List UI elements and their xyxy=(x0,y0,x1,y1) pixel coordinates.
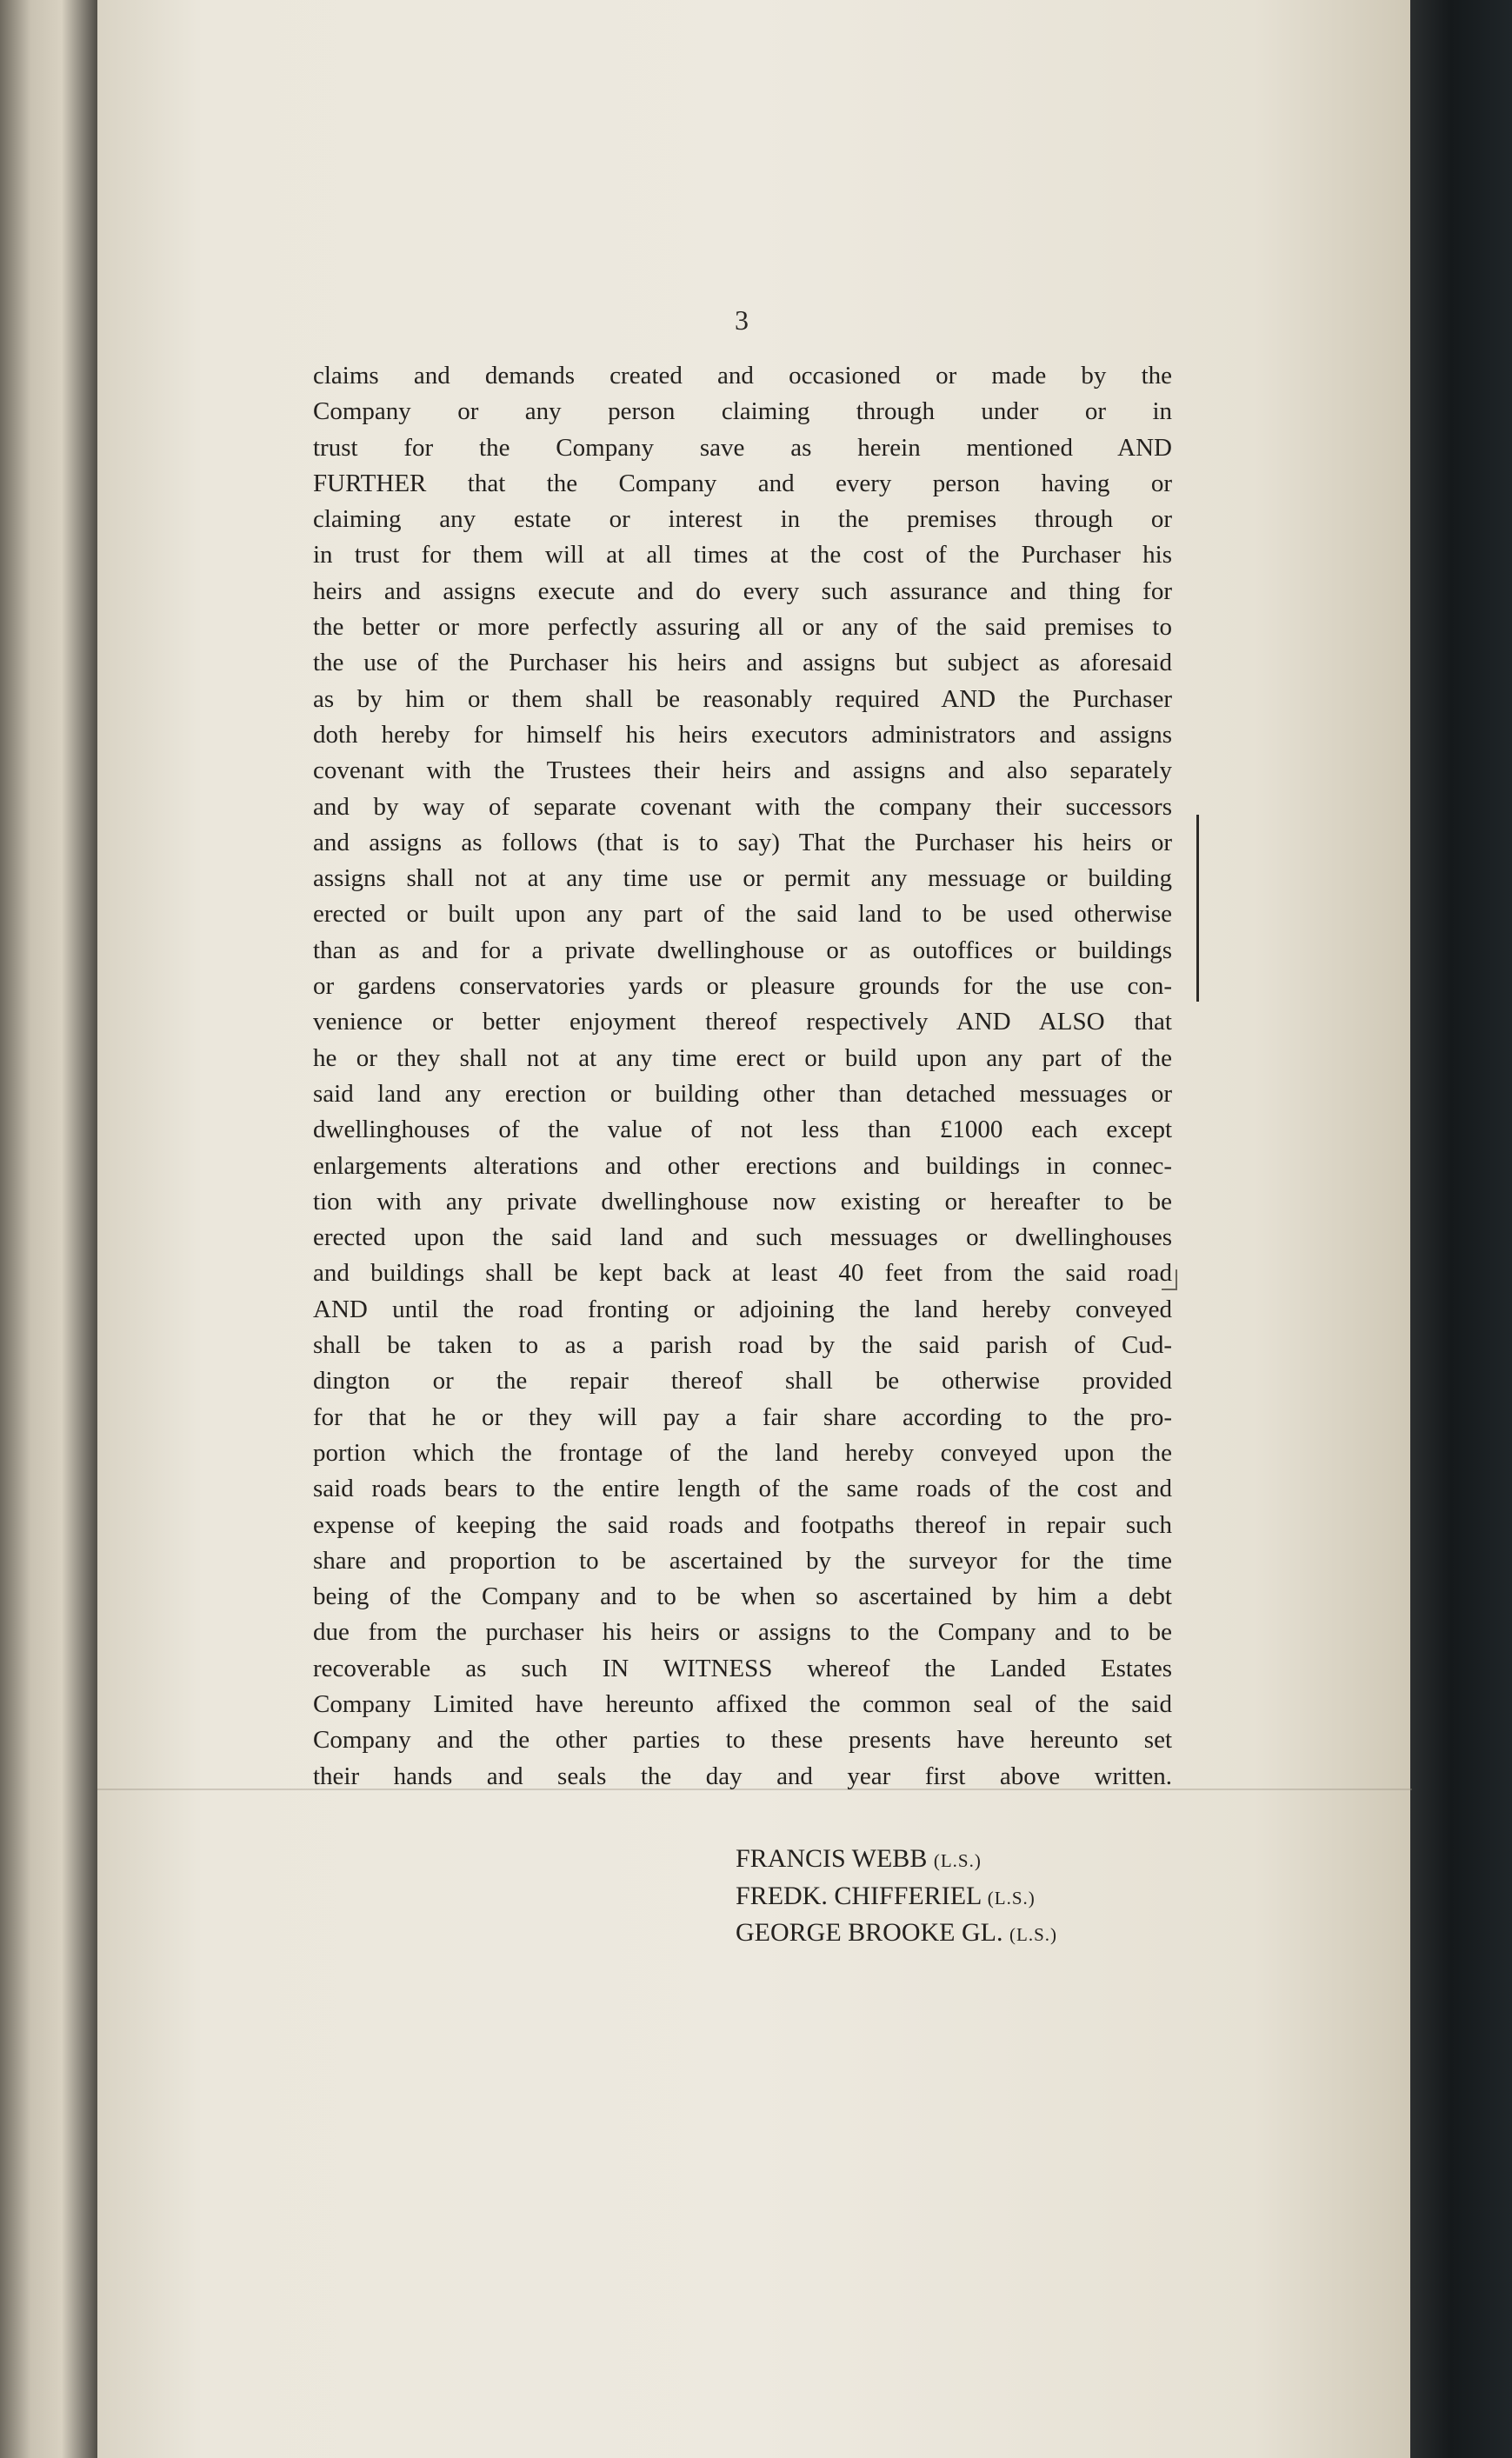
signatory xyxy=(736,1915,1057,1953)
text-line: shall be taken to as a parish road by the said parish of Cud- xyxy=(313,1331,1172,1360)
text-line: the use of the Purchaser his heirs and assigns but subject as aforesaid xyxy=(313,649,1172,677)
text-line: and by way of separate covenant with the company their successors xyxy=(313,792,1172,821)
text-line: expense of keeping the said roads and footpaths thereof in repair such xyxy=(313,1510,1172,1539)
text-line: said roads bears to the entire length of the same roads of the cost and xyxy=(313,1475,1172,1503)
text-line: tion with any private dwellinghouse now existing or hereafter to be xyxy=(313,1187,1172,1216)
text-line: erected upon the said land and such messuages or dwellinghouses xyxy=(313,1223,1172,1252)
book-binding xyxy=(1410,0,1512,2458)
text-line: heirs and assigns execute and do every such assurance and thing for xyxy=(313,576,1172,605)
text-line: dwellinghouses of the value of not less than £1000 each except xyxy=(313,1116,1172,1144)
text-line: the better or more perfectly assuring all or any of the said premises to xyxy=(313,613,1172,642)
signatory-name: FREDK. CHIFFERIEL xyxy=(736,1881,982,1910)
seal-mark: (L.S.) xyxy=(987,1887,1036,1908)
text-line: being of the Company and to be when so ascertained by him a debt xyxy=(313,1582,1172,1611)
text-line: he or they shall not at any time erect or build upon any part of the xyxy=(313,1043,1172,1072)
text-line: than as and for a private dwellinghouse or as outoffices or buildings xyxy=(313,936,1172,964)
signatory-name: FRANCIS WEBB xyxy=(736,1844,928,1873)
signatory xyxy=(736,1842,1057,1879)
adjacent-page-edge xyxy=(0,0,103,2458)
text-line: or gardens conservatories yards or pleasure grounds for the use con- xyxy=(313,972,1172,1001)
text-line: doth hereby for himself his heirs executors administrators and assigns xyxy=(313,720,1172,749)
text-line: due from the purchaser his heirs or assigns to the Company and to be xyxy=(313,1618,1172,1647)
text-line: venience or better enjoyment thereof respectively AND ALSO that xyxy=(313,1008,1172,1036)
text-line: and buildings shall be kept back at least 40 feet from the said road xyxy=(313,1259,1172,1288)
body-text xyxy=(313,358,1172,1795)
text-line: recoverable as such IN WITNESS whereof the Landed Estates xyxy=(313,1654,1172,1682)
text-line: in trust for them will at all times at the cost of the Purchaser his xyxy=(313,541,1172,570)
seal-mark: (L.S.) xyxy=(1009,1924,1057,1945)
margin-bracket-mark xyxy=(1162,1269,1177,1290)
text-line: Company and the other parties to these presents have hereunto set xyxy=(313,1726,1172,1755)
text-line: assigns shall not at any time use or permit any messuage or building xyxy=(313,864,1172,893)
signatory xyxy=(736,1879,1057,1916)
seal-mark: (L.S.) xyxy=(933,1850,982,1871)
text-line: said land any erection or building other than detached messuages or xyxy=(313,1079,1172,1108)
text-line: Company or any person claiming through under or in xyxy=(313,397,1172,426)
text-line: portion which the frontage of the land hereby conveyed upon the xyxy=(313,1438,1172,1467)
text-line: claims and demands created and occasioned or made by the xyxy=(313,362,1172,390)
text-line: dington or the repair thereof shall be otherwise provided xyxy=(313,1367,1172,1396)
text-line: for that he or they will pay a fair share according to the pro- xyxy=(313,1402,1172,1431)
page-number: 3 xyxy=(735,304,749,336)
text-line: enlargements alterations and other erections and buildings in connec- xyxy=(313,1151,1172,1180)
text-line: FURTHER that the Company and every person having or xyxy=(313,469,1172,497)
text-line: covenant with the Trustees their heirs and assigns and also separately xyxy=(313,756,1172,785)
text-line: their hands and seals the day and year first above written. xyxy=(313,1762,1172,1790)
margin-pencil-mark xyxy=(1196,815,1199,1002)
signatory-name: GEORGE BROOKE GL. xyxy=(736,1918,1003,1947)
text-line: trust for the Company save as herein mentioned AND xyxy=(313,433,1172,462)
text-line: erected or built upon any part of the said land to be used otherwise xyxy=(313,900,1172,929)
text-line: AND until the road fronting or adjoining the land hereby conveyed xyxy=(313,1295,1172,1323)
text-line: and assigns as follows (that is to say) That the Purchaser his heirs or xyxy=(313,828,1172,856)
text-line: as by him or them shall be reasonably required AND the Purchaser xyxy=(313,684,1172,713)
text-line: share and proportion to be ascertained by the surveyor for the time xyxy=(313,1546,1172,1575)
text-line: Company Limited have hereunto affixed the common seal of the said xyxy=(313,1689,1172,1718)
signature-block xyxy=(736,1842,1057,1953)
text-line: claiming any estate or interest in the premises through or xyxy=(313,505,1172,534)
